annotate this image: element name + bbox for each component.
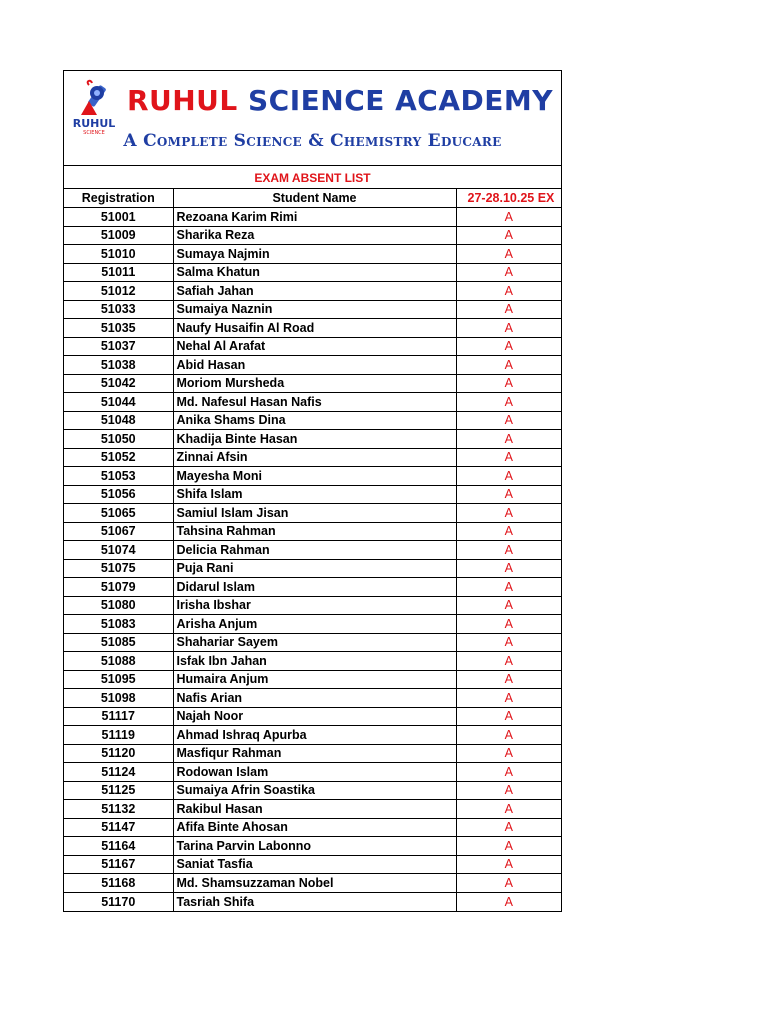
table-row (64, 615, 561, 634)
registration-cell: 51074 (64, 541, 173, 560)
table-row (64, 485, 561, 504)
table-row (64, 430, 561, 449)
absent-mark-cell: A (456, 226, 561, 245)
absent-mark-cell: A (456, 578, 561, 597)
registration-cell: 51147 (64, 818, 173, 837)
absent-mark-cell: A (456, 744, 561, 763)
absent-mark-cell: A (456, 633, 561, 652)
student-name-cell: Didarul Islam (173, 578, 456, 597)
student-name-cell: Afifa Binte Ahosan (173, 818, 456, 837)
svg-text:RUHUL: RUHUL (72, 117, 116, 130)
absent-mark-cell: A (456, 245, 561, 264)
student-name-cell: Samiul Islam Jisan (173, 504, 456, 523)
absent-mark-cell: A (456, 559, 561, 578)
student-name-cell: Safiah Jahan (173, 282, 456, 301)
absent-mark-cell: A (456, 541, 561, 560)
student-name-cell: Khadija Binte Hasan (173, 430, 456, 449)
student-name-cell: Rezoana Karim Rimi (173, 208, 456, 227)
absent-mark-cell: A (456, 319, 561, 338)
student-name-cell: Abid Hasan (173, 356, 456, 375)
absent-mark-cell: A (456, 596, 561, 615)
table-row (64, 892, 561, 911)
academy-name (122, 84, 558, 117)
list-title: EXAM ABSENT LIST (64, 166, 561, 189)
absent-mark-cell: A (456, 781, 561, 800)
absent-mark-cell: A (456, 800, 561, 819)
absent-mark-cell: A (456, 670, 561, 689)
table-row (64, 411, 561, 430)
table-row (64, 726, 561, 745)
absent-mark-cell: A (456, 300, 561, 319)
absent-mark-cell: A (456, 448, 561, 467)
table-row (64, 744, 561, 763)
registration-cell: 51170 (64, 892, 173, 911)
registration-cell: 51120 (64, 744, 173, 763)
student-name-cell: Sumaya Najmin (173, 245, 456, 264)
student-name-cell: Puja Rani (173, 559, 456, 578)
table-row (64, 670, 561, 689)
absent-list-sheet (63, 70, 562, 912)
table-row (64, 578, 561, 597)
absent-mark-cell: A (504, 894, 513, 909)
student-name-cell: Ahmad Ishraq Apurba (173, 726, 456, 745)
absent-mark-cell: A (456, 337, 561, 356)
student-name-cell: Mayesha Moni (173, 467, 456, 486)
table-row (64, 633, 561, 652)
absent-mark-cell: A (456, 504, 561, 523)
student-name-cell: Nafis Arian (173, 689, 456, 708)
absent-mark-cell: A (456, 208, 561, 227)
student-name-cell: Tasriah Shifa (173, 892, 456, 911)
student-name-cell: Naufy Husaifin Al Road (173, 319, 456, 338)
student-name-cell: Rodowan Islam (173, 763, 456, 782)
registration-cell: 51056 (64, 485, 173, 504)
table-row (64, 208, 561, 227)
student-name-cell: Md. Shamsuzzaman Nobel (173, 874, 456, 893)
table-row (64, 374, 561, 393)
absent-mark-cell: A (456, 615, 561, 634)
registration-cell: 51088 (64, 652, 173, 671)
student-name-cell: Humaira Anjum (173, 670, 456, 689)
registration-header: Registration (64, 189, 173, 208)
table-row (64, 763, 561, 782)
registration-cell: 51117 (64, 707, 173, 726)
registration-cell: 51125 (64, 781, 173, 800)
student-name-header: Student Name (173, 189, 456, 208)
absent-mark-cell: A (456, 874, 561, 893)
registration-cell: 51035 (64, 319, 173, 338)
absent-mark-cell: A (456, 689, 561, 708)
table-row (64, 559, 561, 578)
table-row (64, 818, 561, 837)
student-name-cell: Delicia Rahman (173, 541, 456, 560)
table-row (64, 707, 561, 726)
table-row (64, 319, 561, 338)
registration-cell: 51065 (64, 504, 173, 523)
registration-cell: 51053 (64, 467, 173, 486)
table-row (64, 522, 561, 541)
registration-cell: 51075 (64, 559, 173, 578)
student-name-cell: Tahsina Rahman (173, 522, 456, 541)
table-row (64, 874, 561, 893)
registration-cell: 51009 (64, 226, 173, 245)
registration-cell: 51095 (64, 670, 173, 689)
absent-mark-cell: A (456, 522, 561, 541)
registration-cell: 51033 (64, 300, 173, 319)
registration-cell: 51124 (64, 763, 173, 782)
registration-cell: 51048 (64, 411, 173, 430)
registration-cell: 51079 (64, 578, 173, 597)
academy-tagline: A Complete Science & Chemistry Educare (123, 131, 502, 151)
student-name-cell: Md. Nafesul Hasan Nafis (173, 393, 456, 412)
academy-logo (67, 79, 121, 135)
absent-table (64, 189, 561, 911)
absent-mark-cell: A (456, 411, 561, 430)
student-name-cell: Anika Shams Dina (173, 411, 456, 430)
table-row (64, 800, 561, 819)
absent-mark-cell: A (456, 855, 561, 874)
student-name-cell: Masfiqur Rahman (173, 744, 456, 763)
student-name-cell: Salma Khatun (173, 263, 456, 282)
absent-mark-cell: A (456, 707, 561, 726)
table-row (64, 282, 561, 301)
registration-cell: 51080 (64, 596, 173, 615)
registration-cell: 51085 (64, 633, 173, 652)
student-name-cell: Tarina Parvin Labonno (173, 837, 456, 856)
registration-cell: 51132 (64, 800, 173, 819)
registration-cell: 51067 (64, 522, 173, 541)
absent-mark-cell: A (456, 393, 561, 412)
registration-cell: 51098 (64, 689, 173, 708)
registration-cell: 51001 (64, 208, 173, 227)
academy-name-first: RUHUL (126, 84, 238, 117)
absent-mark-cell: A (456, 763, 561, 782)
table-row (64, 596, 561, 615)
table-row (64, 263, 561, 282)
registration-cell: 51167 (64, 855, 173, 874)
student-name-cell: Irisha Ibshar (173, 596, 456, 615)
registration-cell: 51038 (64, 356, 173, 375)
table-row (64, 337, 561, 356)
svg-text:SCIENCE: SCIENCE (83, 130, 105, 135)
registration-cell: 51042 (64, 374, 173, 393)
absent-mark-cell: A (456, 837, 561, 856)
student-name-cell: Sumaiya Afrin Soastika (173, 781, 456, 800)
exam-date-header: 27-28.10.25 EX (456, 189, 561, 208)
table-row (64, 689, 561, 708)
registration-cell: 51012 (64, 282, 173, 301)
absent-mark-cell: A (456, 485, 561, 504)
absent-mark-cell: A (456, 430, 561, 449)
academy-name-rest: SCIENCE ACADEMY (237, 84, 554, 117)
student-name-cell: Moriom Mursheda (173, 374, 456, 393)
table-row (64, 393, 561, 412)
registration-cell: 51164 (64, 837, 173, 856)
registration-cell: 51083 (64, 615, 173, 634)
absent-mark-cell: A (456, 726, 561, 745)
registration-cell: 51052 (64, 448, 173, 467)
table-row (64, 467, 561, 486)
absent-mark-cell: A (456, 374, 561, 393)
student-name-cell: Zinnai Afsin (173, 448, 456, 467)
registration-cell: 51119 (64, 726, 173, 745)
absent-mark-cell: A (456, 467, 561, 486)
academy-banner (64, 71, 561, 166)
registration-cell: 51010 (64, 245, 173, 264)
table-row (64, 652, 561, 671)
table-row (64, 356, 561, 375)
table-row (64, 504, 561, 523)
student-name-cell: Saniat Tasfia (173, 855, 456, 874)
student-name-cell: Arisha Anjum (173, 615, 456, 634)
registration-cell: 51168 (64, 874, 173, 893)
table-row (64, 855, 561, 874)
student-name-cell: Najah Noor (173, 707, 456, 726)
student-name-cell: Nehal Al Arafat (173, 337, 456, 356)
student-name-cell: Sumaiya Naznin (173, 300, 456, 319)
absent-mark-cell: A (456, 263, 561, 282)
registration-cell: 51050 (64, 430, 173, 449)
registration-cell: 51011 (64, 263, 173, 282)
student-name-cell: Shifa Islam (173, 485, 456, 504)
student-name-cell: Shahariar Sayem (173, 633, 456, 652)
absent-mark-cell: A (456, 818, 561, 837)
absent-mark-cell: A (456, 356, 561, 375)
student-name-cell: Rakibul Hasan (173, 800, 456, 819)
table-row (64, 541, 561, 560)
table-row (64, 300, 561, 319)
student-name-cell: Sharika Reza (173, 226, 456, 245)
table-row (64, 245, 561, 264)
table-header-row (64, 189, 561, 208)
table-row (64, 781, 561, 800)
student-name-cell: Isfak Ibn Jahan (173, 652, 456, 671)
absent-mark-cell: A (456, 652, 561, 671)
absent-mark-cell: A (456, 282, 561, 301)
registration-cell: 51044 (64, 393, 173, 412)
table-row (64, 448, 561, 467)
table-row (64, 837, 561, 856)
table-row (64, 226, 561, 245)
registration-cell: 51037 (64, 337, 173, 356)
